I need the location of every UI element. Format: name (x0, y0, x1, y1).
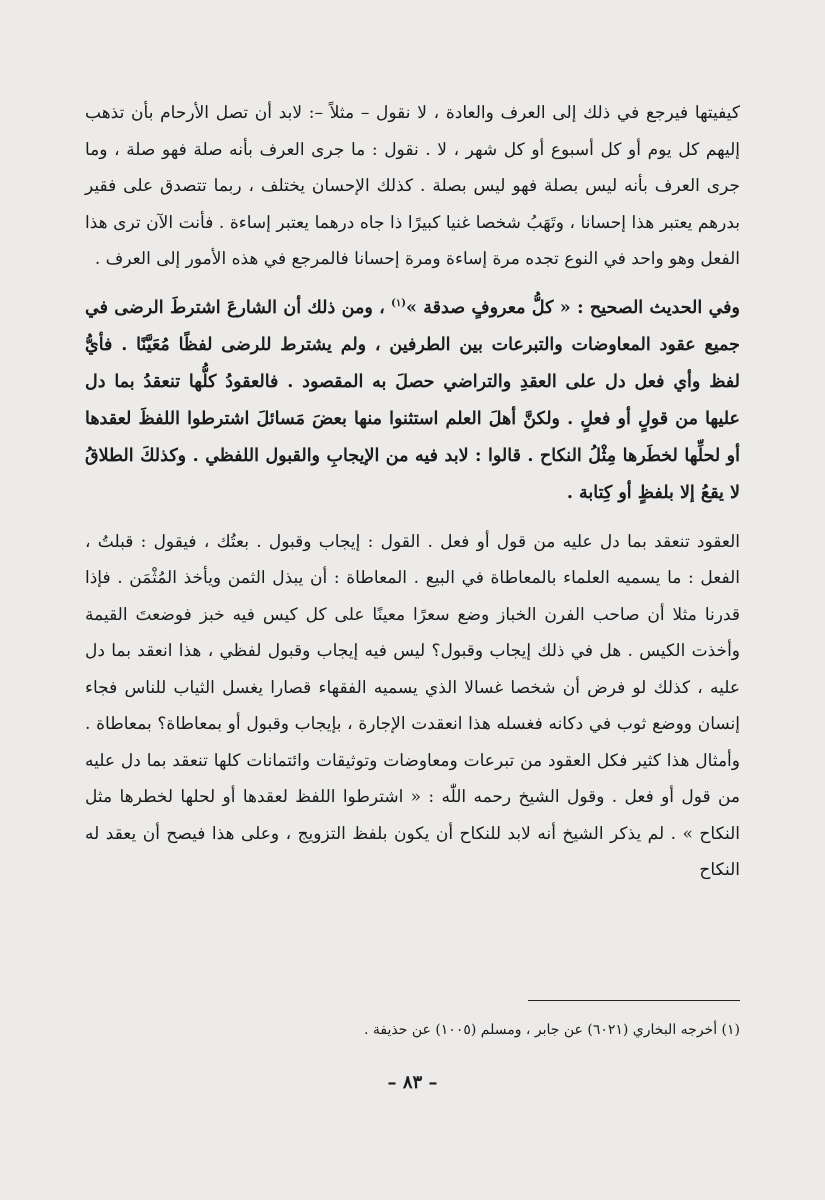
hadith-quote: وفي الحديث الصحيح : « كلُّ معروفٍ صدقة » (406, 297, 740, 318)
footnote-reference: (١) (391, 297, 406, 309)
page-number: – ٨٣ – (387, 1072, 438, 1093)
footnote: (١) أخرجه البخاري (٦٠٢١) عن جابر ، ومسلم (١٠٠٥) عن حذيفة . (364, 1022, 740, 1038)
footnote-separator (528, 1000, 740, 1001)
paragraph-2-matn (85, 290, 740, 512)
matn-text: ، ومن ذلك أن الشارعَ اشترطَ الرضى في جميع عقود المعاوضات والتبرعات بين الطرفين ، ولم يشترط للرضى لفظًا مُعَيَّنًا . فأيُّ لفظ وأي فعل دل على العقدِ والتراضي حصلَ به المقصود . فالعقودُ كلُّها تنعقدُ بما دل عليها من قولٍ أو فعلٍ . ولكنَّ أهلَ العلم استثنوا منها بعضَ مَسائلَ اشترطوا اللفظَ لعقدها أو لحلِّها لخطَرها مِثْلُ النكاح . قالوا : لابد فيه من الإيجابِ والقبول اللفظي . وكذلكَ الطلاقُ لا يقعُ إلا بلفظٍ أو كِتابة . (85, 297, 740, 503)
paragraph-1: كيفيتها فيرجع في ذلك إلى العرف والعادة ، لا نقول – مثلاً –: لابد أن تصل الأرحام بأن تذهب إليهم كل يوم أو كل أسبوع أو كل شهر ، لا . نقول : ما جرى العرف بأنه صلة فهو صلة ، وما جرى العرف بأنه ليس بصلة فهو ليس بصلة . كذلك الإحسان يختلف ، ربما تتصدق على فقير بدرهم يعتبر هذا إحسانا ، وتَهَبُ شخصا غنيا كبيرًا ذا جاه درهما يعتبر إساءة . فأنت الآن ترى هذا الفعل وهو واحد في النوع تجده مرة إساءة ومرة إحسانا فالمرجع في هذه الأمور إلى العرف . (85, 103, 740, 269)
paragraph-3: العقود تنعقد بما دل عليه من قول أو فعل . القول : إيجاب وقبول . بعتُك ، فيقول : قبلتُ ، الفعل : ما يسميه العلماء بالمعاطاة في البيع . المعاطاة : أن يبذل الثمن ويأخذ المُثْمَن . فإذا قدرنا مثلا أن صاحب الفرن الخباز وضع سعرًا معينًا على كل كيس فيه خبز فوضعتَ القيمة وأخذت الكيس . هل في ذلك إيجاب وقبول؟ ليس فيه إيجاب وقبول لفظي ، هذا انعقد بما دل عليه ، كذلك لو فرض أن شخصا غسالا الذي يسميه الفقهاء قصارا يغسل الثياب للناس فجاء إنسان ووضع ثوب في دكانه فغسله هذا انعقدت الإجارة ، بإيجاب وقبول أو بمعاطاة؟ بمعاطاة . وأمثال هذا كثير فكل العقود من تبرعات ومعاوضات وتوثيقات وائتمانات كلها تنعقد بما دل عليه من قول أو فعل . وقول الشيخ رحمه اللّٰه : « اشترطوا اللفظ لعقدها أو لحلها لخطرها مثل النكاح » . لم يذكر الشيخ أنه لابد للنكاح أن يكون بلفظ التزويج ، وعلى هذا فيصح أن يعقد له النكاح (85, 531, 740, 880)
